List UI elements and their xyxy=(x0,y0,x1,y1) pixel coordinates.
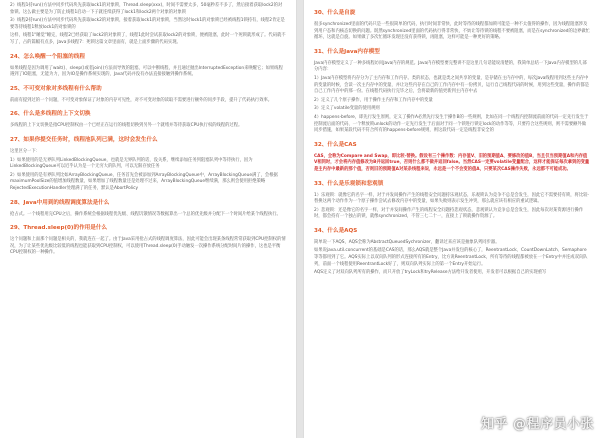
paragraph: AQS定义了对双向队列所有的操作，而只开放了tryLock和tryRelease方法给开发者使用，开发者可以根据自己的实现重写 xyxy=(314,270,547,276)
paragraph: 很多synchronized里面的代码只是一些很简单的代码，执行时间非常快，此时等待的线程都加锁可能是一种不太值得的操作，因为线程阻塞涉及到用户态和内核态切换的问题。既然synchronized里面的代码执行得非常快，不妨让等待锁的线程不要被阻塞，而是在synchronized的边界做忙循环，这就是自旋。如果做了多次忙循环发现还没有获得锁，再阻塞，这样可能是一种更好的策略。 xyxy=(314,22,591,41)
paragraph: 2）如果使用的是有界队列比如ArrayBlockingQueue，任务首先会被添加到ArrayBlockingQueue中，ArrayBlockingQueue满了，会根据maximumPoolSize的值增加线程数量，如果增加了线程数量还是处理不过来，ArrayBlockingQueue继续满，那么则会使用拒绝策略RejectedExecutionHandler处理满了的任务，默认是AbortPolicy xyxy=(10,172,278,191)
paragraph: 这里区分一下： xyxy=(10,148,41,154)
paragraph: 这个问题和上面那个问题是相关的，我就连在一起了。由于Java采用抢占式的线程调度算法，因此可能会出现某条线程常常获取到CPU控制权的情况，为了让某些优先级比较低的线程也能获取到CPU控制权，可以使用Thread.sleep(0)手动触发一次操作系统分配时间片的操作，这也是平衡CPU控制权的一种操作。 xyxy=(10,237,286,256)
paragraph: 2）线程1持run()方法中同步代码块先获取lock1的对象锁，Thread.sleep(xxx)，时间不需要太多，50毫秒差不多了，然后接着获取lock2的对象锁。这么做主要是为了防止线程1启动一下子就连续获得了lock1和lock2两个对象的对象锁 xyxy=(10,3,283,15)
paragraph: 4）happens-before，即先行发生原则，定义了操作A必然先行发生于操作B的一些规则，比如在同一个线程内控制流前面的代码一定先行发生于控制流后面的代码、一个释放锁unlock的动作一定先行发生于后面对于同一个锁进行锁定lock的动作等等，只要符合这些规则，则不需要额外做同步措施，如果某段代码不符合所有的happens-before规则，则这段代码一定是线程非安全的 xyxy=(314,114,589,134)
section-heading-28: 28、Java中用到的线程调度算法是什么 xyxy=(10,199,110,206)
section-heading-31: 31、什么是Java内存模型 xyxy=(314,48,380,55)
section-heading-33: 33、什么是乐观锁和悲观锁 xyxy=(314,180,384,187)
section-heading-34: 34、什么是AQS xyxy=(314,227,358,234)
section-heading-29: 29、Thread.sleep(0)的作用是什么 xyxy=(10,225,108,232)
page-gap xyxy=(297,0,303,438)
paragraph: 1）Java内存模型将内存分为了主内存和工作内存。类的状态，也就是类之间共享的变量，是存储在主内存中的，每次Java线程用到这些主内存中的变量的时候，会读一次主内存中的变量，并让这些内存在自己的工作内存中有一份拷贝，运行自己线程代码的时候，用到这些变量，操作的都是自己工作内存中的那一份。在线程代码执行完毕之后，会将最新的值更新到主内存中去 xyxy=(314,75,589,95)
paragraph: 前面有提到过的一个问题，不可变对象保证了对象的内存可见性，对不可变对象的读取不需要进行额外的同步手段，提升了代码执行效率。 xyxy=(10,97,273,103)
paragraph: 这样，线程1"睡觉"睡完，线程2已经获取了lock2的对象锁了，线程1此时尝试获取lock2的对象锁，便被阻塞，此时一个死锁就形成了。代码就不写了，占的篇幅有点多，Java多线程7：死锁这篇文章里面有，就是上面步骤的代码实现。 xyxy=(10,33,286,45)
watermark: 知乎 @程序员小张 xyxy=(480,417,594,432)
paragraph: 1）乐观锁：就像它的名字一样，对于并发间操作产生的线程安全问题持乐观状态，乐观锁认为竞争不总是会发生，因此它不需要持有锁，将比较-替换这两个动作作为一个原子操作尝试去修改内存中的变量，如果失败则表示发生冲突，那么就应该有相应的重试逻辑。 xyxy=(314,192,589,205)
document-page-right xyxy=(304,0,600,438)
paragraph: 如果线程是因为调用了wait()、sleep()或者join()方法而导致的阻塞，可以中断线程，并且通过抛出InterruptedException来唤醒它；如果线程遇到了IO阻塞，无能为力，因为IO是操作系统实现的，Java代码并没有办法直接接触到操作系统。 xyxy=(10,65,283,78)
section-heading-30: 30、什么是自旋 xyxy=(314,10,356,16)
paragraph: 3）线程2持run()方法中同步代码块先获取lock2的对象锁，接着获取lock1的对象锁，当然这时lock1的对象锁已经被线程1锁持有，线程2肯定是要等待线程1释放lock1的对象锁的 xyxy=(10,18,285,30)
section-heading-27: 27、如果你提交任务时，线程池队列已满，这时会发生什么 xyxy=(10,136,158,143)
paragraph: 2）定义了几个原子操作，用于操作主内存和工作内存中的变量 xyxy=(314,97,433,103)
section-heading-32: 32、什么是CAS xyxy=(314,141,357,148)
section-heading-24: 24、怎么唤醒一个阻塞的线程 xyxy=(10,53,85,60)
section-heading-25: 25、不可变对象对多线程有什么帮助 xyxy=(10,85,102,92)
paragraph: 多线程的上下文切换是指CPU控制权由一个已经正在运行的线程切换到另外一个就绪并等待获取CPU执行权的线程的过程。 xyxy=(10,123,243,129)
paragraph: Java内存模型定义了一种多线程访问Java内存的规范。Java内存模型要完整讲不是这里几句话能说清楚的，我简单总结一下Java内存模型的几部分内容： xyxy=(314,60,587,73)
paragraph: 简单说一下AQS，AQS全称为AbstractQueuedSychronizer，翻译过来应该是抽象队列同步器。 xyxy=(314,239,500,245)
paragraph: 2）悲观锁：还是像它的名字一样，对于并发间操作产生的线程安全问题持悲观状态，悲观锁认为竞争总是会发生，因此每次对某资源进行操作时，都会持有一个独占的锁，就像synchronized，不管三七二十一，直接上了锁就操作资源了。 xyxy=(314,207,584,220)
paragraph: 如果说java.util.concurrent的基础是CAS的话，那么AQS就是整个Java并发包的核心了，ReentrantLock、CountDownLatch、Semaphore等等都用到了它。AQS实际上以双向队列的形式连接所有的Entry，比方说ReentrantLock，所有等待的线程都被放在一个Entry中并连成双向队列，前面一个线程使用ReentrantLock好了，则双向队列实际上的第一个Entry开始运行。 xyxy=(314,248,588,267)
highlighted-paragraph: CAS，全称为Compare and Swap，即比较-替换。假设有三个操作数：内存值V、旧的预期值A、要修改的值B，当且仅当预期值A和内存值V相同时，才会将内存值修改为B并返回true，否则什么都不做并返回false。当然CAS一定要volatile变量配合，这样才能保证每次拿到的变量是主内存中最新的那个值，否则旧的预期值A对某条线程来说，永远是一个不会变的值A，只要某次CAS操作失败，永远都不可能成功。 xyxy=(314,153,590,172)
section-heading-26: 26、什么是多线程的上下文切换 xyxy=(10,111,91,118)
paragraph: 3）定义了volatile变量的使用规则 xyxy=(314,106,380,112)
document-page-left xyxy=(0,0,296,438)
paragraph: 抢占式。一个线程用完CPU之后，操作系统会根据线程优先级、线程饥饿情况等数据算出一个总的优先级并分配下一个时间片给某个线程执行。 xyxy=(10,211,281,217)
paragraph: 1）如果使用的是无界队列LinkedBlockingQueue，也就是无界队列的话，没关系，继续添加任务到阻塞队列中等待执行，因为LinkedBlockingQueue可以近乎认为是一个无穷大的队列，可以无限存放任务 xyxy=(10,157,253,170)
